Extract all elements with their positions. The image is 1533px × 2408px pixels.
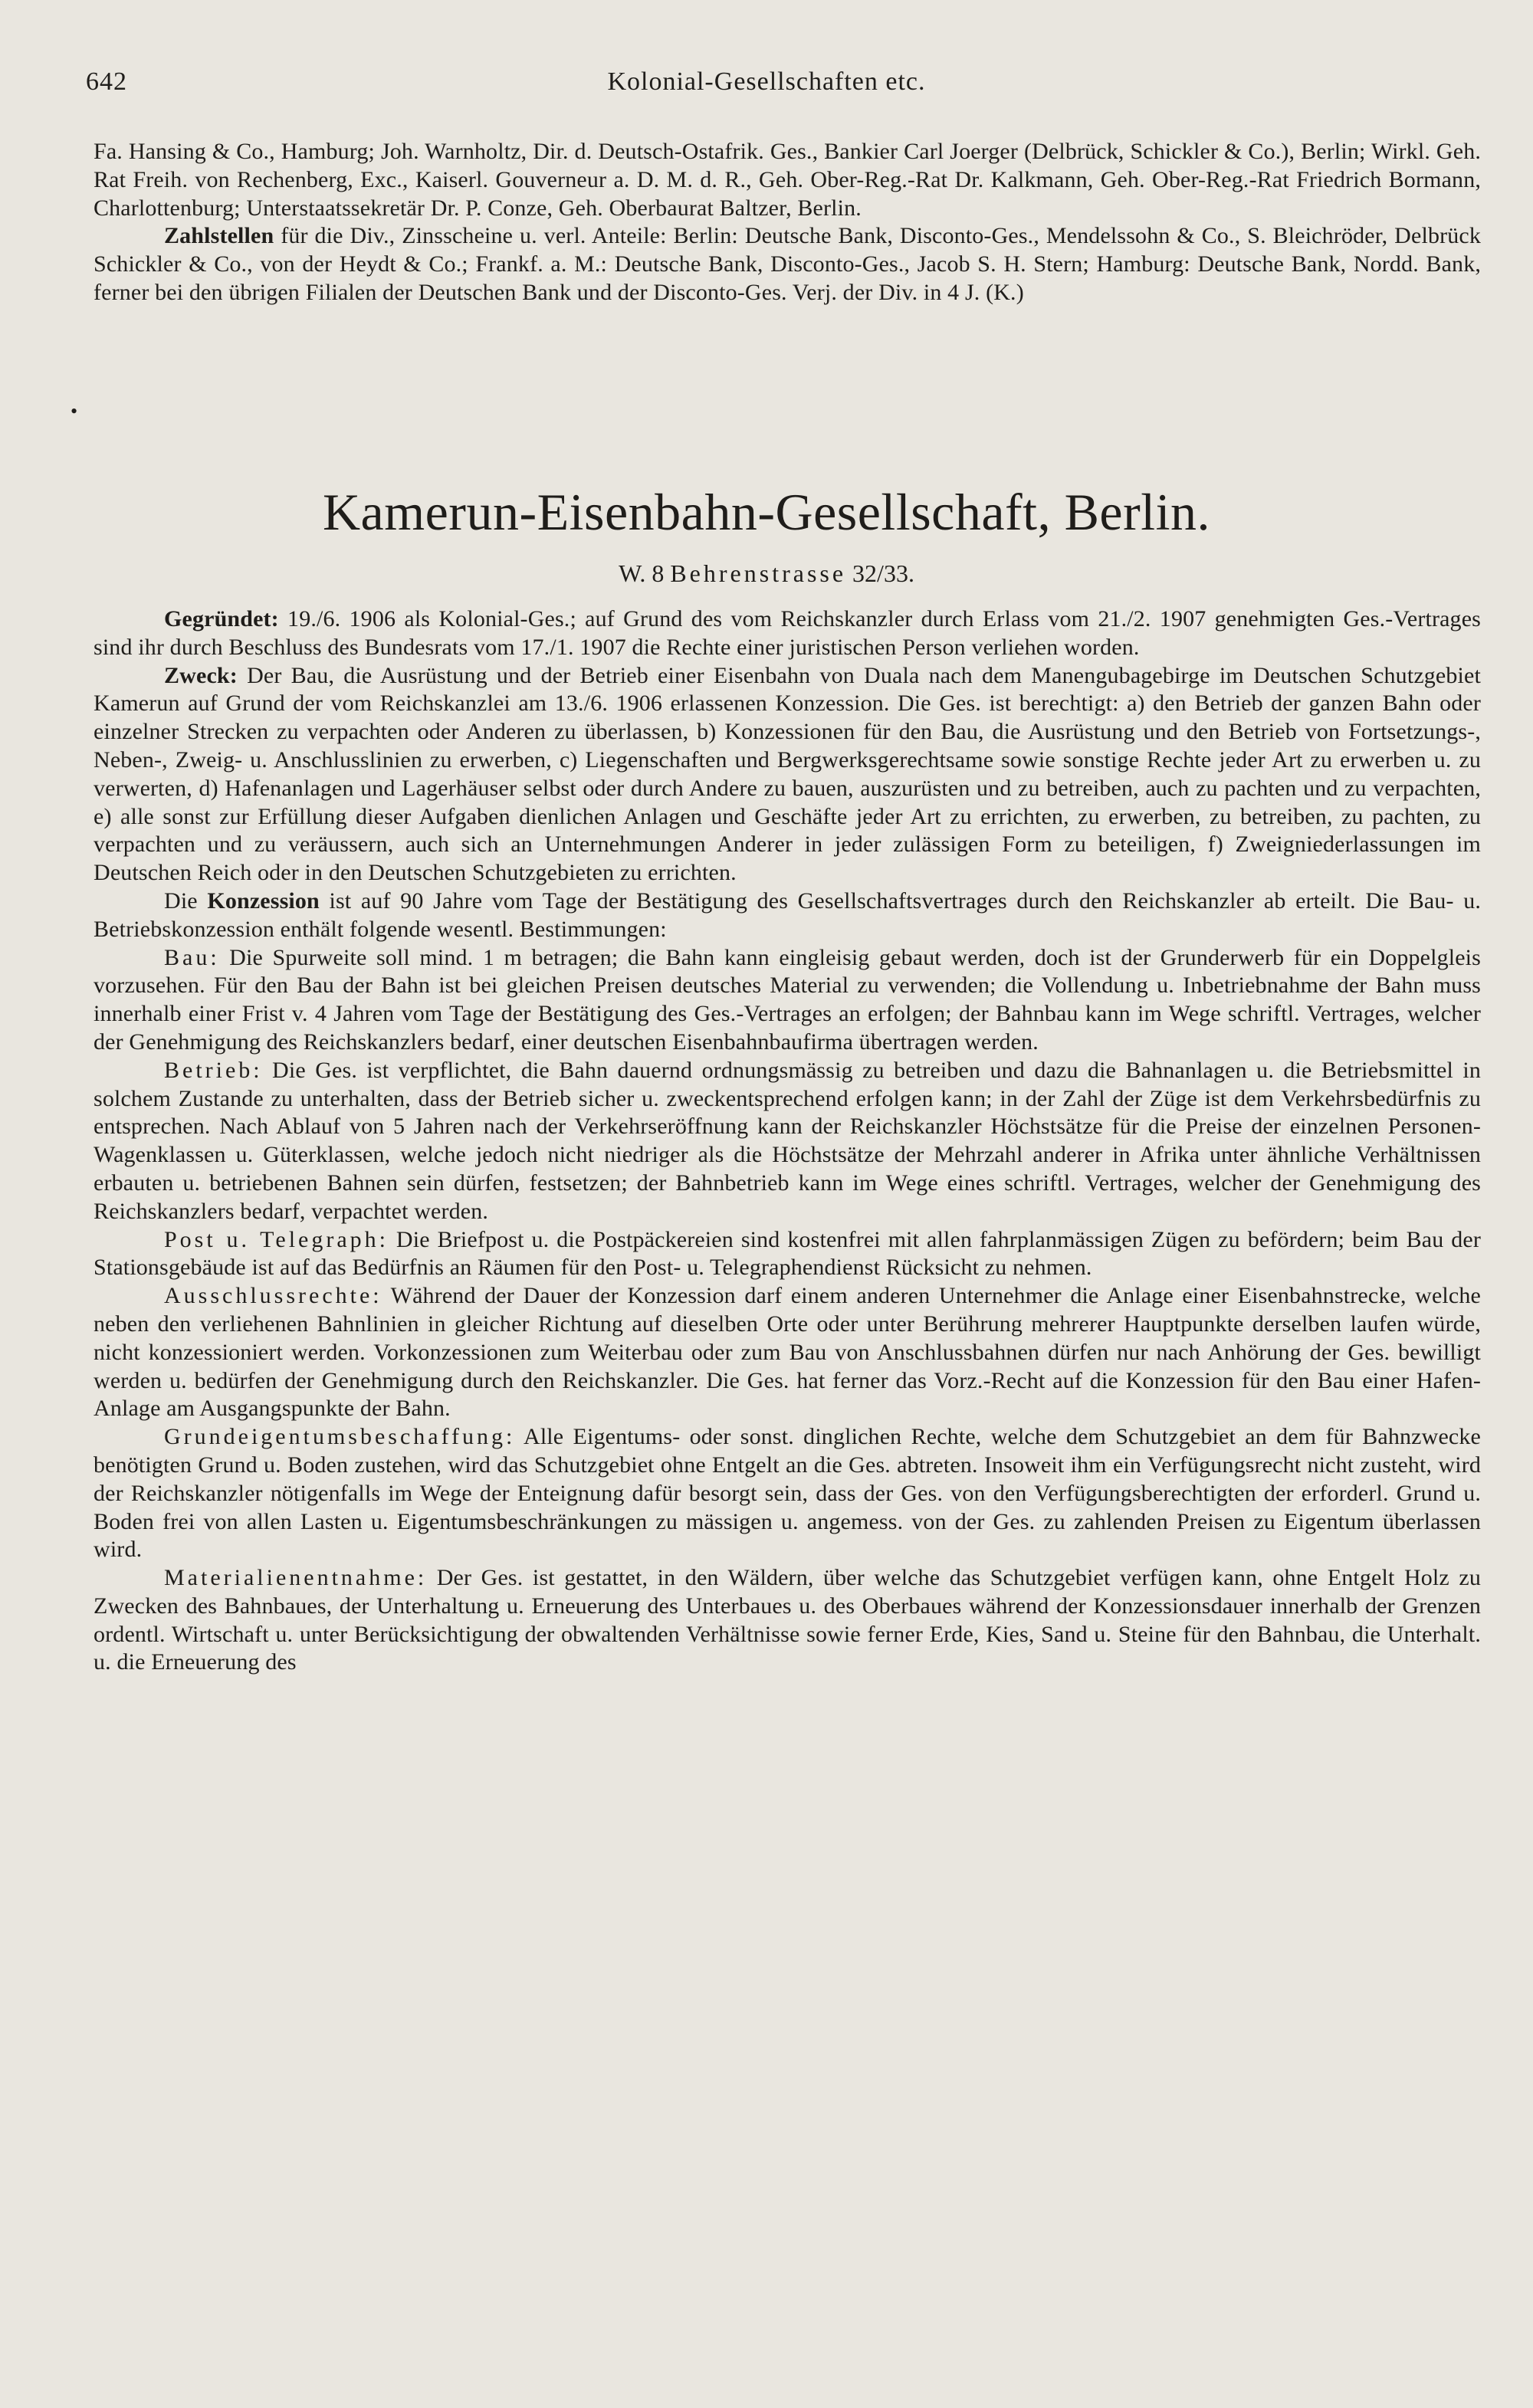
address-number: 32/33.: [846, 559, 914, 587]
gegruendet-text: 19./6. 1906 als Kolonial-Ges.; auf Grund des vom Reichskanzler durch Erlass vom 21./2. 1907 genehmigten Ges.-Vertrages sind ihr durch Beschluss des Bundesrats vom 17./1. 1907 die Rechte einer juristischen Person verliehen worden.: [94, 606, 1481, 660]
material-label: Materialienentnahme:: [164, 1565, 428, 1591]
address-prefix: W. 8: [619, 559, 671, 587]
post-text: Die Briefpost u. die Postpäckereien sind kostenfrei mit allen fahrplanmässigen Zügen zu befördern; beim Bau der Stationsgebäude ist auf das Bedürfnis an Räumen für den Post- u. Telegraphendienst Rücksicht zu nehmen.: [94, 1226, 1482, 1281]
konzession-paragraph: [94, 887, 1481, 944]
material-paragraph: [94, 1564, 1481, 1677]
entry-body: [94, 605, 1481, 1677]
ausschluss-label: Ausschlussrechte:: [164, 1283, 382, 1309]
board-members-paragraph: [94, 138, 1481, 222]
gegruendet-label: Gegründet:: [164, 606, 279, 632]
grund-paragraph: [94, 1423, 1481, 1564]
running-head: Kolonial-Gesellschaften etc.: [607, 67, 926, 96]
konzession-label: Konzession: [207, 887, 320, 914]
margin-mark: •: [71, 400, 78, 422]
material-text: Der Ges. ist gestattet, in den Wäldern, über welche das Schutzgebiet verfügen kann, ohne Entgelt Holz zu Zwecken des Bahnbaues, der Unterhaltung u. Erneuerung des Unterbaues u. des Oberbaues während der Konzessionsdauer innerhalb der Grenzen ordentl. Wirtschaft u. unter Berücksichtigung der obwaltenden Verhältnisse sowie ferner Erde, Kies, Sand u. Steine für den Bahnbau, die Unterhalt. u. die Erneuerung des: [94, 1565, 1481, 1675]
konzession-before: Die: [164, 887, 208, 914]
post-label: Post u. Telegraph:: [164, 1226, 389, 1252]
zweck-label: Zweck:: [164, 662, 238, 688]
grund-label: Grundeigentumsbeschaffung:: [164, 1424, 516, 1450]
zahlstellen-paragraph: [94, 222, 1481, 307]
gegruendet-paragraph: [94, 605, 1481, 662]
board-members-text: Fa. Hansing & Co., Hamburg; Joh. Warnholtz, Dir. d. Deutsch-Ostafrik. Ges., Bankier Carl Joerger (Delbrück, Schickler & Co.), Berlin; Wirkl. Geh. Rat Freih. von Rechenberg, Exc., Kaiserl. Gouverneur a. D. M. d. R., Geh. Ober-Reg.-Rat Dr. Kalkmann, Geh. Ober-Reg.-Rat Friedrich Bormann, Charlottenburg; Unterstaatssekretär Dr. P. Conze, Geh. Oberbaurat Baltzer, Berlin.: [94, 139, 1481, 221]
post-paragraph: [94, 1226, 1481, 1283]
zweck-text: Der Bau, die Ausrüstung und der Betrieb einer Eisenbahn von Duala nach dem Manengubagebirge im Deutschen Schutzgebiet Kamerun auf Grund der vom Reichskanzlei am 13./6. 1906 erlassenen Konzession. Die Ges. ist berechtigt: a) den Betrieb der ganzen Bahn oder einzelner Strecken zu verpachten oder Anderen zu überlassen, b) Konzessionen für den Bau, die Ausrüstung und den Betrieb von Fortsetzungs-, Neben-, Zweig- u. Anschlusslinien zu erwerben, c) Liegenschaften und Bergwerksgerechtsame sowie sonstige Rechte jeder Art zu erwerben u. zu verwerten, d) Hafenanlagen und Lagerhäuser selbst oder durch Andere zu bauen, auszurüsten und zu betreiben, auch zu pachten und zu verpachten, e) alle sonst zur Erfüllung dieser Aufgaben dienlichen Anlagen und Geschäfte jeder Art zu errichten, zu erwerben, zu betreiben, zu pachten, zu verpachten und zu veräussern, auch sich an Unternehmungen Anderer in jeder zulässigen Form zu beteiligen, f) Zweigniederlassungen im Deutschen Reich oder in den Deutschen Schutzgebieten zu errichten.: [94, 662, 1481, 886]
previous-entry: [94, 138, 1481, 307]
konzession-text: ist auf 90 Jahre vom Tage der Bestätigung des Gesellschaftsvertrages durch den Reichskanzler ab erteilt. Die Bau- u. Betriebskonzession enthält folgende wesentl. Bestimmungen:: [94, 887, 1481, 942]
zahlstellen-label: Zahlstellen: [164, 223, 274, 249]
betrieb-label: Betrieb:: [164, 1057, 263, 1083]
betrieb-paragraph: [94, 1057, 1481, 1226]
betrieb-text: Die Ges. ist verpflichtet, die Bahn dauernd ordnungsmässig zu betreiben und dazu die Bahnanlagen u. die Betriebsmittel in solchem Zustande zu unterhalten, dass der Betrieb sicher u. zweckentsprechend erfolgen kann; in der Zahl der Züge ist dem Verkehrsbedürfnis zu entsprechen. Nach Ablauf von 5 Jahren nach der Verkehrseröffnung kann der Reichskanzler Höchstsätze für die Preise der einzelnen Personen-Wagenklassen u. Güterklassen, welche jedoch nicht niedriger als die Höchstsätze der Mehrzahl anderer in Afrika unter ähnliche Verhältnissen erbauten u. betriebenen Bahnen sein dürfen, festsetzen; der Bahnbetrieb kann im Wege eines schriftl. Vertrages, welcher der Genehmigung des Reichskanzlers bedarf, verpachtet werden.: [94, 1057, 1481, 1224]
ausschluss-paragraph: [94, 1282, 1481, 1423]
zweck-paragraph: [94, 662, 1481, 887]
bau-text: Die Spurweite soll mind. 1 m betragen; die Bahn kann eingleisig gebaut werden, doch ist der Grunderwerb für ein Doppelgleis vorzusehen. Für den Bau der Bahn ist bei gleichen Preisen deutsches Material zu verwenden; die Vollendung u. Inbetriebnahme der Bahn muss innerhalb einer Frist v. 4 Jahren vom Tage der Bestätigung des Ges.-Vertrages an erfolgen; der Bahnbau kann im Wege schriftl. Vertrages, welcher der Genehmigung des Reichskanzlers bedarf, einer deutschen Eisenbahnbaufirma übertragen werden.: [94, 944, 1481, 1055]
address-street: Behrenstrasse: [670, 559, 847, 587]
ausschluss-text: Während der Dauer der Konzession darf einem anderen Unternehmer die Anlage einer Eisenbahnstrecke, welche neben den verliehenen Bahnlinien in gleicher Richtung auf dieselben Orte oder unter Berührung mehrerer Hauptpunkte derselben laufen würde, nicht konzessioniert werden. Vorkonzessionen zum Weiterbau oder zum Bau von Anschlussbahnen dürfen nur nach Anhörung der Ges. bewilligt werden u. bedürfen der Genehmigung durch den Reichskanzler. Die Ges. hat ferner das Vorz.-Recht auf die Konzession für den Bau einer Hafen-Anlage am Ausgangspunkte der Bahn.: [94, 1283, 1481, 1422]
zahlstellen-text: für die Div., Zinsscheine u. verl. Anteile: Berlin: Deutsche Bank, Disconto-Ges., Mendelssohn & Co., S. Bleichröder, Delbrück Schickler & Co., von der Heydt & Co.; Frankf. a. M.: Deutsche Bank, Disconto-Ges., Jacob S. H. Stern; Hamburg: Deutsche Bank, Nordd. Bank, ferner bei den übrigen Filialen der Deutschen Bank und der Disconto-Ges. Verj. der Div. in 4 J. (K.): [94, 223, 1481, 305]
bau-label: Bau:: [164, 944, 220, 970]
entry-title: Kamerun-Eisenbahn-Gesellschaft, Berlin.: [322, 483, 1211, 541]
page-number: 642: [86, 67, 127, 96]
grund-text: Alle Eigentums- oder sonst. dinglichen Rechte, welche dem Schutzgebiet an dem für Bahnzwecke benötigten Grund u. Boden zustehen, wird das Schutzgebiet ohne Entgelt an die Ges. abtreten. Insoweit ihm ein Verfügungsrecht nicht zusteht, wird der Reichskanzler nötigenfalls im Wege der Enteignung dafür besorgt sein, dass der Ges. von den Verfügungsberechtigten der erforderl. Grund u. Boden frei von allen Lasten u. Eigentumsbeschränkungen zu mässigen u. angemess. von der Ges. zu zahlenden Preisen zu Eigentum überlassen wird.: [94, 1424, 1481, 1563]
entry-address: [0, 558, 1533, 589]
bau-paragraph: [94, 944, 1481, 1057]
